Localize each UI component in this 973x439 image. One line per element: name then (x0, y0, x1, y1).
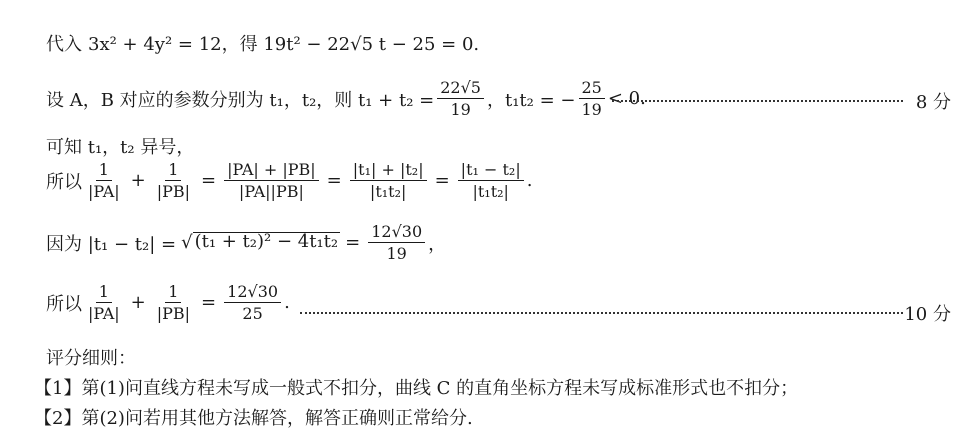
frac-1-pb (154, 160, 193, 201)
frac-t-sum-den: |t₁t₂| (369, 182, 407, 201)
sqrt-icon: √ (181, 232, 193, 253)
frac-1-pb-2-den: |PB| (156, 304, 191, 323)
less-than-zero: < 0. (607, 88, 646, 109)
frac-t-sum-num: |t₁| + |t₂| (350, 160, 427, 181)
period: . (284, 292, 290, 313)
so-prefix: 所以 (46, 171, 82, 193)
line-parameters (46, 78, 646, 119)
product-fraction-num: 25 (579, 78, 605, 99)
plus-sign: + (130, 170, 146, 191)
frac-1-pa-2 (85, 282, 123, 323)
product-fraction (579, 78, 605, 119)
grading-heading: 评分细则： (46, 348, 136, 369)
frac-1-pa-2-den: |PA| (88, 304, 120, 323)
diff-result-den: 19 (386, 244, 407, 263)
grading-rule-1: 【1】第(1)问直线方程未写成一般式不扣分，曲线 C 的直角坐标方程未写成标准形式也不扣分； (34, 378, 799, 399)
so-prefix-2: 所以 (46, 293, 82, 315)
frac-t-diff (458, 160, 524, 201)
because-prefix: 因为 |t₁ − t₂| = (46, 233, 177, 255)
frac-1-pb-num: 1 (165, 160, 181, 181)
frac-t-sum (350, 160, 427, 201)
score-8: 8 分 (915, 92, 951, 113)
sum-fraction-den: 19 (450, 100, 471, 119)
product-text: ，t₁t₂ = − (486, 89, 576, 111)
opposite-signs-text: 可知 t₁，t₂ 异号， (46, 137, 195, 158)
line-opposite-signs (46, 133, 194, 159)
frac-t-diff-num: |t₁ − t₂| (458, 160, 524, 181)
equals-sign: = (201, 170, 217, 191)
equals-sign: = (201, 292, 217, 313)
param-text: 设 A，B 对应的参数分别为 t₁，t₂，则 t₁ + t₂ = (46, 89, 435, 111)
substitute-equation: 3x² + 4y² = 12，得 19t² − 22√5 t − 25 = 0. (88, 34, 480, 55)
sum-fraction (437, 78, 484, 119)
frac-pa-pb-num: |PA| + |PB| (224, 160, 319, 181)
sum-fraction-num: 22√5 (437, 78, 484, 99)
equals-sign: = (326, 170, 342, 191)
frac-1-pa (85, 160, 123, 201)
frac-1-pa-2-num: 1 (96, 282, 112, 303)
frac-1-pb-den: |PB| (156, 182, 191, 201)
final-result-fraction (224, 282, 281, 323)
diff-result-fraction (368, 222, 425, 263)
final-result-den: 25 (242, 304, 263, 323)
frac-pa-pb-den: |PA||PB| (238, 182, 304, 201)
frac-1-pa-den: |PA| (88, 182, 120, 201)
line-substitution (46, 30, 479, 56)
product-fraction-den: 19 (581, 100, 602, 119)
substitute-prefix: 代入 (46, 34, 82, 55)
line-difference (46, 222, 446, 263)
diff-result-num: 12√30 (368, 222, 425, 243)
equals-sign: = (345, 232, 361, 253)
frac-1-pb-2 (154, 282, 193, 323)
frac-1-pb-2-num: 1 (165, 282, 181, 303)
dot-leader-8 (612, 100, 903, 102)
comma: ， (428, 233, 447, 255)
score-10: 10 分 (904, 304, 951, 325)
equals-sign: = (434, 170, 450, 191)
dot-leader-10 (300, 312, 903, 314)
line-final-result (46, 282, 290, 323)
sqrt-expression (181, 232, 340, 253)
grading-rule-2: 【2】第(2)问若用其他方法解答，解答正确则正常给分. (34, 408, 473, 429)
period: . (526, 170, 533, 191)
frac-1-pa-num: 1 (96, 160, 112, 181)
plus-sign: + (130, 292, 146, 313)
final-result-num: 12√30 (224, 282, 281, 303)
sqrt-radicand: (t₁ + t₂)² − 4t₁t₂ (194, 231, 339, 252)
frac-pa-pb (224, 160, 319, 201)
frac-t-diff-den: |t₁t₂| (472, 182, 509, 201)
line-reciprocal-sum (46, 160, 532, 201)
